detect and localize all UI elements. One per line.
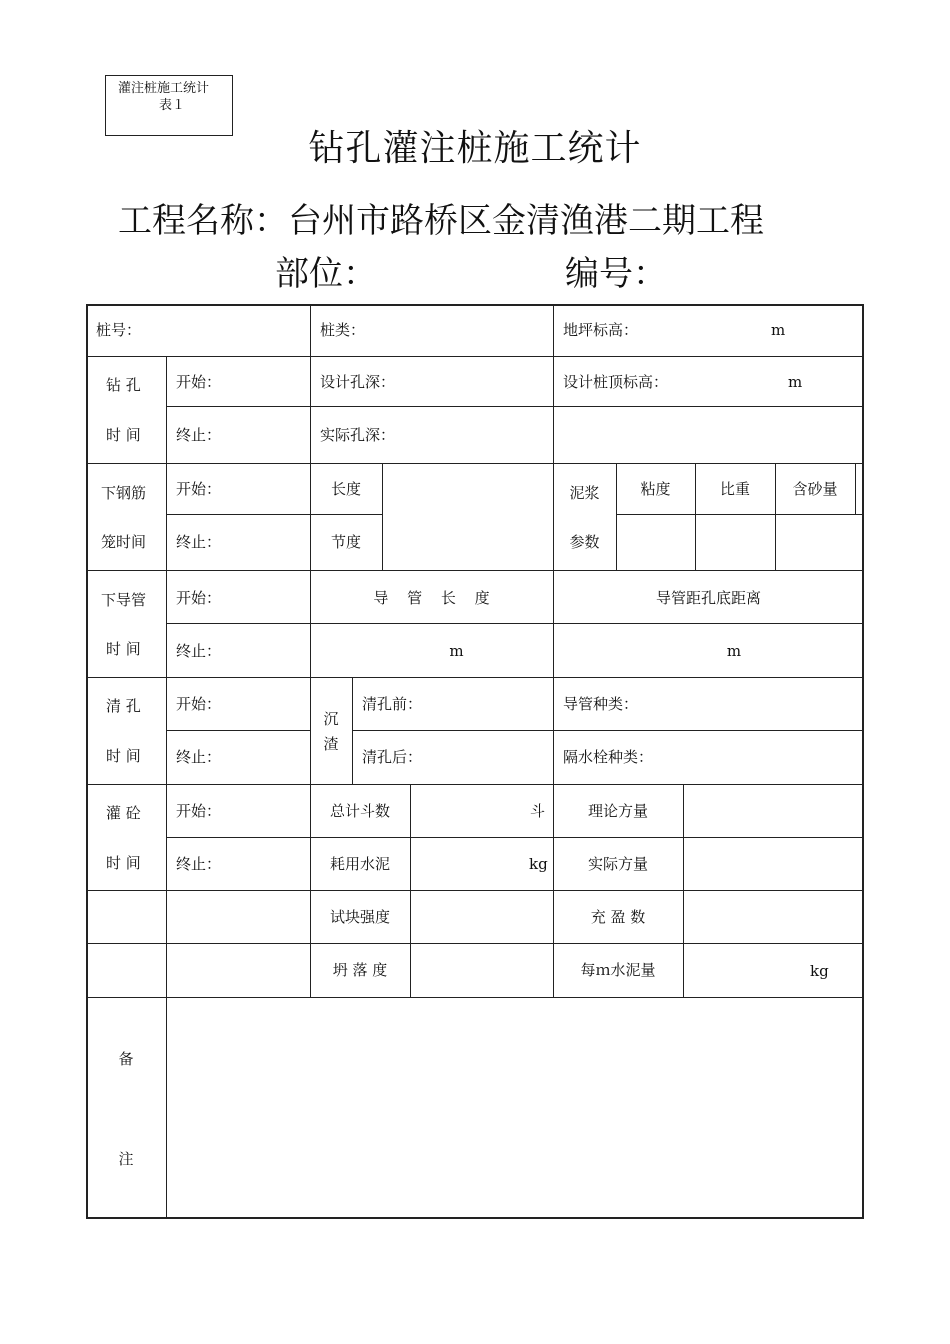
- row-line: [86, 997, 864, 998]
- mud-label-2: 参数: [569, 533, 600, 551]
- cement-per-m-unit: kg: [810, 962, 829, 980]
- tremie-end-label: 终止：: [176, 642, 222, 660]
- design-depth-label: 设计孔深：: [320, 373, 396, 391]
- pour-end-label: 终止：: [176, 855, 222, 873]
- form-tag-name: 灌注桩施工统计: [118, 81, 210, 96]
- sand-content-label: 含砂量: [792, 480, 838, 498]
- row-line: [86, 943, 864, 944]
- fill-ratio-label: 充 盈 数: [590, 908, 646, 926]
- tremie-length-label: 导 管 长 度: [373, 589, 490, 607]
- col-line: [855, 463, 856, 514]
- clean-time-label-1: 清 孔: [106, 697, 141, 715]
- ground-elev-label: 地坪标高：: [563, 321, 639, 339]
- col-line: [410, 784, 411, 997]
- code-label: 编号：: [565, 254, 667, 294]
- total-buckets-label: 总计斗数: [329, 802, 390, 820]
- cage-time-label-2: 笼时间: [101, 533, 147, 551]
- row-line: [616, 514, 864, 515]
- remarks-label-2: 注: [118, 1150, 134, 1168]
- plug-type-label: 隔水栓种类：: [563, 748, 654, 766]
- sediment-label-2: 渣: [323, 735, 339, 753]
- viscosity-label: 粘度: [640, 480, 671, 498]
- drill-time-label-1: 钻 孔: [106, 376, 141, 394]
- row-line: [166, 730, 311, 731]
- tremie-distance-label: 导管距孔底距离: [655, 589, 761, 607]
- tremie-distance-unit: m: [726, 642, 742, 660]
- cage-time-label-1: 下钢筋: [101, 484, 147, 502]
- location-label: 部位：: [275, 254, 377, 294]
- theory-volume-label: 理论方量: [587, 802, 648, 820]
- actual-volume-label: 实际方量: [587, 855, 648, 873]
- block-strength-label: 试块强度: [329, 908, 390, 926]
- actual-depth-label: 实际孔深：: [320, 426, 396, 444]
- before-clean-label: 清孔前：: [362, 695, 423, 713]
- ground-elev-unit: m: [771, 321, 786, 339]
- row-line: [86, 784, 864, 785]
- tremie-length-unit: m: [449, 642, 464, 660]
- row-line: [86, 570, 864, 571]
- page-title: 钻孔灌注桩施工统计: [308, 128, 642, 169]
- row-line: [166, 406, 864, 407]
- clean-start-label: 开始：: [176, 695, 222, 713]
- length-label: 长度: [330, 480, 361, 498]
- form-tag-number: 表１: [158, 98, 185, 113]
- slump-label: 坍 落 度: [332, 961, 388, 979]
- project-name: 工程名称：台州市路桥区金清渔港二期工程: [118, 201, 764, 241]
- tremie-type-label: 导管种类：: [563, 695, 639, 713]
- drill-start-label: 开始：: [176, 373, 222, 391]
- remarks-field[interactable]: [168, 999, 862, 1217]
- drill-end-label: 终止：: [176, 426, 222, 444]
- remarks-label-1: 备: [118, 1050, 134, 1068]
- mud-label-1: 泥浆: [569, 484, 600, 502]
- drill-time-label-2: 时 间: [106, 426, 141, 444]
- col-line: [683, 784, 684, 997]
- row-line: [352, 730, 864, 731]
- cement-used-label: 耗用水泥: [329, 855, 390, 873]
- tremie-time-label-1: 下导管: [101, 591, 147, 609]
- bucket-unit: 斗: [530, 802, 546, 820]
- after-clean-label: 清孔后：: [362, 748, 423, 766]
- pile-no-label: 桩号：: [96, 321, 142, 339]
- clean-time-label-2: 时 间: [106, 747, 141, 765]
- cage-start-label: 开始：: [176, 480, 222, 498]
- pour-time-label-2: 时 间: [106, 854, 141, 872]
- row-line: [86, 463, 864, 464]
- col-line: [166, 356, 167, 1218]
- pour-time-label-1: 灌 砼: [106, 804, 141, 822]
- col-line: [382, 463, 383, 570]
- pour-start-label: 开始：: [176, 802, 222, 820]
- row-line: [86, 677, 864, 678]
- row-line: [166, 514, 383, 515]
- clean-end-label: 终止：: [176, 748, 222, 766]
- pile-type-label: 桩类：: [320, 321, 366, 339]
- row-line: [86, 890, 864, 891]
- density-label: 比重: [719, 480, 750, 498]
- col-line: [352, 677, 353, 784]
- tremie-start-label: 开始：: [176, 589, 222, 607]
- cage-end-label: 终止：: [176, 533, 222, 551]
- section-label: 节度: [330, 533, 361, 551]
- row-line: [166, 623, 864, 624]
- design-top-elev-unit: m: [788, 373, 803, 391]
- sediment-label-1: 沉: [323, 710, 339, 728]
- row-line: [166, 837, 864, 838]
- design-top-elev-label: 设计桩顶标高：: [563, 373, 669, 391]
- cement-used-unit: kg: [529, 855, 548, 873]
- cement-per-m-label: 每ｍ水泥量: [580, 961, 656, 979]
- tremie-time-label-2: 时 间: [106, 640, 141, 658]
- row-line: [86, 356, 864, 357]
